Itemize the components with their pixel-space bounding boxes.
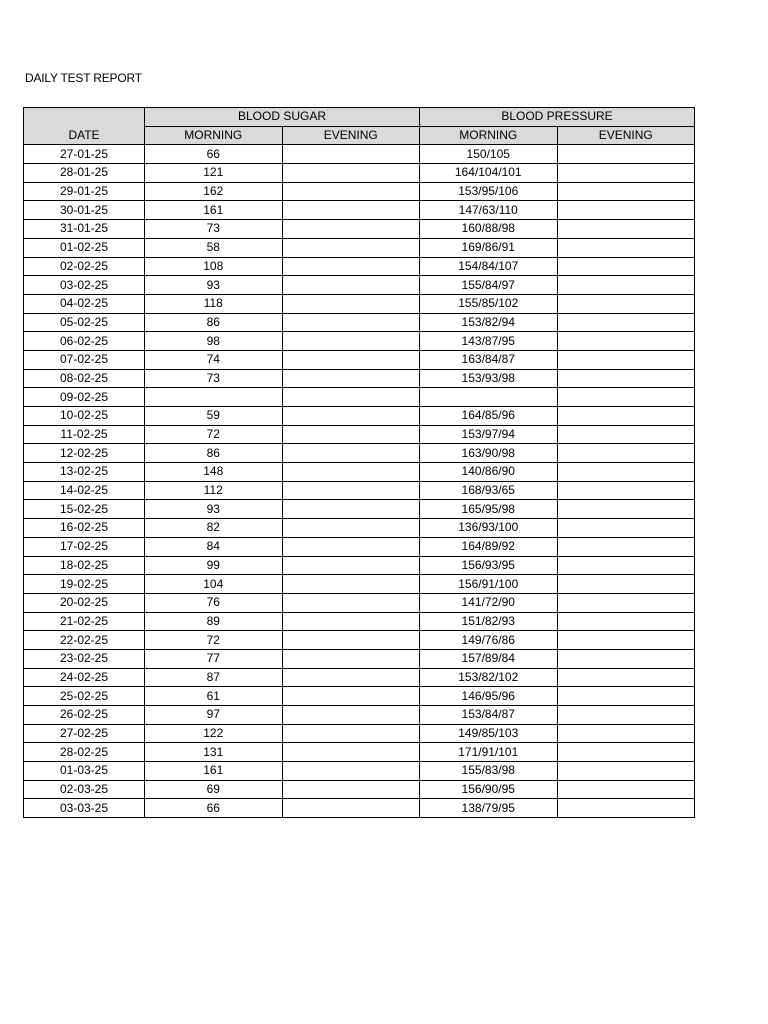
sugar-morning-cell: 104 — [145, 575, 283, 594]
pressure-evening-cell — [557, 593, 695, 612]
sugar-evening-cell — [282, 649, 420, 668]
date-cell: 22-02-25 — [24, 631, 145, 650]
pressure-evening-cell — [557, 220, 695, 239]
sugar-morning-cell: 118 — [145, 294, 283, 313]
table-row — [24, 407, 695, 426]
pressure-morning-cell: 149/76/86 — [420, 631, 558, 650]
sugar-morning-cell: 122 — [145, 724, 283, 743]
date-cell: 13-02-25 — [24, 463, 145, 482]
date-cell: 28-01-25 — [24, 164, 145, 183]
pressure-morning-cell: 153/82/102 — [420, 668, 558, 687]
pressure-morning-cell: 156/91/100 — [420, 575, 558, 594]
pressure-morning-cell: 155/84/97 — [420, 276, 558, 295]
sugar-evening-cell — [282, 762, 420, 781]
pressure-evening-cell — [557, 631, 695, 650]
header-group-row — [24, 108, 695, 127]
table-header — [24, 108, 695, 145]
sugar-morning-cell: 131 — [145, 743, 283, 762]
pressure-morning-cell: 153/84/87 — [420, 706, 558, 725]
table-row — [24, 294, 695, 313]
table-body — [24, 145, 695, 818]
sugar-evening-cell — [282, 145, 420, 164]
pressure-morning-cell: 138/79/95 — [420, 799, 558, 818]
pressure-morning-cell: 164/89/92 — [420, 537, 558, 556]
date-cell: 09-02-25 — [24, 388, 145, 407]
pressure-evening-cell — [557, 799, 695, 818]
pressure-morning-cell: 154/84/107 — [420, 257, 558, 276]
sugar-morning-cell: 121 — [145, 164, 283, 183]
pressure-evening-cell — [557, 556, 695, 575]
sugar-evening-cell — [282, 164, 420, 183]
pressure-morning-cell: 143/87/95 — [420, 332, 558, 351]
daily-test-table — [23, 107, 695, 818]
table-row — [24, 612, 695, 631]
sugar-evening-cell — [282, 350, 420, 369]
pressure-evening-cell — [557, 649, 695, 668]
sugar-evening-cell — [282, 257, 420, 276]
pressure-morning-cell: 140/86/90 — [420, 463, 558, 482]
pressure-morning-cell: 150/105 — [420, 145, 558, 164]
sugar-morning-cell: 59 — [145, 407, 283, 426]
table-row — [24, 238, 695, 257]
pressure-evening-cell — [557, 743, 695, 762]
table-row — [24, 706, 695, 725]
pressure-morning-cell: 155/83/98 — [420, 762, 558, 781]
date-cell: 02-02-25 — [24, 257, 145, 276]
table-row — [24, 220, 695, 239]
sugar-evening-cell — [282, 612, 420, 631]
pressure-evening-cell — [557, 294, 695, 313]
pressure-morning-cell: 171/91/101 — [420, 743, 558, 762]
pressure-morning-cell: 149/85/103 — [420, 724, 558, 743]
sugar-evening-cell — [282, 481, 420, 500]
sugar-morning-cell: 108 — [145, 257, 283, 276]
table-row — [24, 631, 695, 650]
sugar-evening-cell — [282, 388, 420, 407]
date-cell: 15-02-25 — [24, 500, 145, 519]
sugar-evening-cell — [282, 425, 420, 444]
date-cell: 08-02-25 — [24, 369, 145, 388]
sugar-evening-cell — [282, 500, 420, 519]
pressure-evening-cell — [557, 407, 695, 426]
date-cell: 18-02-25 — [24, 556, 145, 575]
sugar-evening-cell — [282, 668, 420, 687]
table-row — [24, 276, 695, 295]
date-cell: 31-01-25 — [24, 220, 145, 239]
pressure-morning-cell: 165/95/98 — [420, 500, 558, 519]
sugar-morning-cell: 162 — [145, 182, 283, 201]
pressure-morning-cell: 153/97/94 — [420, 425, 558, 444]
table-row — [24, 257, 695, 276]
pressure-evening-cell — [557, 575, 695, 594]
sugar-evening-cell — [282, 556, 420, 575]
pressure-morning-cell: 153/95/106 — [420, 182, 558, 201]
table-row — [24, 350, 695, 369]
sugar-morning-cell: 69 — [145, 780, 283, 799]
pressure-morning-cell: 164/85/96 — [420, 407, 558, 426]
sugar-morning-cell: 89 — [145, 612, 283, 631]
sugar-evening-cell — [282, 706, 420, 725]
blood-sugar-group-header: BLOOD SUGAR — [145, 108, 420, 127]
table-row — [24, 519, 695, 538]
sugar-evening-cell — [282, 220, 420, 239]
pressure-evening-cell — [557, 369, 695, 388]
sugar-evening-cell — [282, 182, 420, 201]
table-row — [24, 762, 695, 781]
table-row — [24, 593, 695, 612]
sugar-morning-cell: 161 — [145, 201, 283, 220]
sugar-morning-cell: 112 — [145, 481, 283, 500]
sugar-morning-cell: 86 — [145, 313, 283, 332]
table-row — [24, 575, 695, 594]
sugar-morning-cell: 61 — [145, 687, 283, 706]
pressure-evening-cell — [557, 500, 695, 519]
pressure-evening-cell — [557, 182, 695, 201]
table-row — [24, 444, 695, 463]
sugar-evening-cell — [282, 537, 420, 556]
table-row — [24, 799, 695, 818]
table-row — [24, 780, 695, 799]
table-row — [24, 668, 695, 687]
sugar-evening-cell — [282, 238, 420, 257]
table-row — [24, 145, 695, 164]
date-cell: 27-01-25 — [24, 145, 145, 164]
pressure-morning-cell: 147/63/110 — [420, 201, 558, 220]
report-title: DAILY TEST REPORT — [25, 71, 142, 85]
date-cell: 04-02-25 — [24, 294, 145, 313]
table-row — [24, 201, 695, 220]
date-cell: 05-02-25 — [24, 313, 145, 332]
date-cell: 24-02-25 — [24, 668, 145, 687]
date-cell: 21-02-25 — [24, 612, 145, 631]
date-cell: 28-02-25 — [24, 743, 145, 762]
sugar-morning-cell — [145, 388, 283, 407]
sugar-morning-cell: 161 — [145, 762, 283, 781]
date-cell: 03-03-25 — [24, 799, 145, 818]
sugar-evening-cell — [282, 294, 420, 313]
pressure-evening-cell — [557, 350, 695, 369]
pressure-evening-cell — [557, 238, 695, 257]
table-row — [24, 425, 695, 444]
sugar-morning-cell: 66 — [145, 145, 283, 164]
table-row — [24, 500, 695, 519]
table-row — [24, 369, 695, 388]
pressure-evening-cell — [557, 164, 695, 183]
sugar-evening-cell — [282, 743, 420, 762]
date-cell: 02-03-25 — [24, 780, 145, 799]
table-row — [24, 724, 695, 743]
sugar-morning-cell: 77 — [145, 649, 283, 668]
pressure-evening-cell — [557, 519, 695, 538]
pressure-evening-header: EVENING — [557, 126, 695, 145]
table-row — [24, 743, 695, 762]
table-row — [24, 687, 695, 706]
pressure-morning-cell: 163/90/98 — [420, 444, 558, 463]
pressure-evening-cell — [557, 313, 695, 332]
sugar-evening-cell — [282, 313, 420, 332]
sugar-evening-cell — [282, 593, 420, 612]
blood-pressure-group-header: BLOOD PRESSURE — [420, 108, 695, 127]
table-row — [24, 463, 695, 482]
sugar-morning-cell: 76 — [145, 593, 283, 612]
date-cell: 01-02-25 — [24, 238, 145, 257]
pressure-evening-cell — [557, 463, 695, 482]
table-row — [24, 481, 695, 500]
date-cell: 03-02-25 — [24, 276, 145, 295]
sugar-morning-cell: 99 — [145, 556, 283, 575]
table-row — [24, 388, 695, 407]
pressure-morning-cell: 153/82/94 — [420, 313, 558, 332]
pressure-evening-cell — [557, 201, 695, 220]
pressure-evening-cell — [557, 612, 695, 631]
date-cell: 10-02-25 — [24, 407, 145, 426]
pressure-morning-cell: 157/89/84 — [420, 649, 558, 668]
sugar-morning-cell: 93 — [145, 276, 283, 295]
pressure-evening-cell — [557, 706, 695, 725]
table-row — [24, 313, 695, 332]
table-row — [24, 649, 695, 668]
date-cell: 20-02-25 — [24, 593, 145, 612]
pressure-evening-cell — [557, 762, 695, 781]
pressure-evening-cell — [557, 668, 695, 687]
sugar-morning-cell: 72 — [145, 425, 283, 444]
pressure-morning-cell: 169/86/91 — [420, 238, 558, 257]
sugar-evening-header: EVENING — [282, 126, 420, 145]
date-cell: 19-02-25 — [24, 575, 145, 594]
date-cell: 11-02-25 — [24, 425, 145, 444]
date-cell: 12-02-25 — [24, 444, 145, 463]
sugar-morning-cell: 86 — [145, 444, 283, 463]
sugar-morning-cell: 73 — [145, 369, 283, 388]
date-cell: 23-02-25 — [24, 649, 145, 668]
table-row — [24, 537, 695, 556]
sugar-evening-cell — [282, 276, 420, 295]
sugar-evening-cell — [282, 444, 420, 463]
table-row — [24, 332, 695, 351]
date-header: DATE — [68, 128, 100, 143]
sugar-morning-cell: 58 — [145, 238, 283, 257]
sugar-evening-cell — [282, 631, 420, 650]
sugar-morning-header: MORNING — [145, 126, 283, 145]
pressure-evening-cell — [557, 724, 695, 743]
sugar-morning-cell: 82 — [145, 519, 283, 538]
sugar-morning-cell: 98 — [145, 332, 283, 351]
date-cell: 01-03-25 — [24, 762, 145, 781]
sugar-evening-cell — [282, 724, 420, 743]
pressure-morning-cell: 160/88/98 — [420, 220, 558, 239]
pressure-morning-cell: 153/93/98 — [420, 369, 558, 388]
sugar-evening-cell — [282, 407, 420, 426]
pressure-evening-cell — [557, 481, 695, 500]
sugar-morning-cell: 66 — [145, 799, 283, 818]
sugar-morning-cell: 93 — [145, 500, 283, 519]
sugar-evening-cell — [282, 369, 420, 388]
date-cell: 30-01-25 — [24, 201, 145, 220]
date-cell: 26-02-25 — [24, 706, 145, 725]
pressure-evening-cell — [557, 444, 695, 463]
sugar-morning-cell: 148 — [145, 463, 283, 482]
sugar-morning-cell: 97 — [145, 706, 283, 725]
date-cell: 25-02-25 — [24, 687, 145, 706]
pressure-evening-cell — [557, 257, 695, 276]
pressure-evening-cell — [557, 687, 695, 706]
pressure-morning-cell: 164/104/101 — [420, 164, 558, 183]
date-cell: 06-02-25 — [24, 332, 145, 351]
date-cell: 17-02-25 — [24, 537, 145, 556]
sugar-morning-cell: 72 — [145, 631, 283, 650]
table-row — [24, 164, 695, 183]
pressure-morning-cell: 136/93/100 — [420, 519, 558, 538]
pressure-morning-cell: 155/85/102 — [420, 294, 558, 313]
pressure-morning-cell: 163/84/87 — [420, 350, 558, 369]
sugar-evening-cell — [282, 687, 420, 706]
pressure-evening-cell — [557, 332, 695, 351]
pressure-morning-cell: 156/90/95 — [420, 780, 558, 799]
sugar-evening-cell — [282, 519, 420, 538]
pressure-morning-cell: 146/95/96 — [420, 687, 558, 706]
pressure-evening-cell — [557, 388, 695, 407]
sugar-evening-cell — [282, 575, 420, 594]
pressure-evening-cell — [557, 145, 695, 164]
sugar-evening-cell — [282, 201, 420, 220]
date-header-cell — [24, 108, 145, 145]
sugar-evening-cell — [282, 332, 420, 351]
pressure-morning-cell: 168/93/65 — [420, 481, 558, 500]
pressure-morning-cell — [420, 388, 558, 407]
sugar-evening-cell — [282, 780, 420, 799]
sugar-morning-cell: 73 — [145, 220, 283, 239]
date-cell: 29-01-25 — [24, 182, 145, 201]
date-cell: 27-02-25 — [24, 724, 145, 743]
pressure-evening-cell — [557, 537, 695, 556]
pressure-morning-cell: 151/82/93 — [420, 612, 558, 631]
table-row — [24, 182, 695, 201]
date-cell: 07-02-25 — [24, 350, 145, 369]
sugar-evening-cell — [282, 799, 420, 818]
pressure-morning-header: MORNING — [420, 126, 558, 145]
table-row — [24, 556, 695, 575]
pressure-evening-cell — [557, 276, 695, 295]
sugar-morning-cell: 87 — [145, 668, 283, 687]
sugar-evening-cell — [282, 463, 420, 482]
sugar-morning-cell: 74 — [145, 350, 283, 369]
pressure-morning-cell: 141/72/90 — [420, 593, 558, 612]
pressure-morning-cell: 156/93/95 — [420, 556, 558, 575]
pressure-evening-cell — [557, 425, 695, 444]
date-cell: 16-02-25 — [24, 519, 145, 538]
pressure-evening-cell — [557, 780, 695, 799]
sugar-morning-cell: 84 — [145, 537, 283, 556]
date-cell: 14-02-25 — [24, 481, 145, 500]
